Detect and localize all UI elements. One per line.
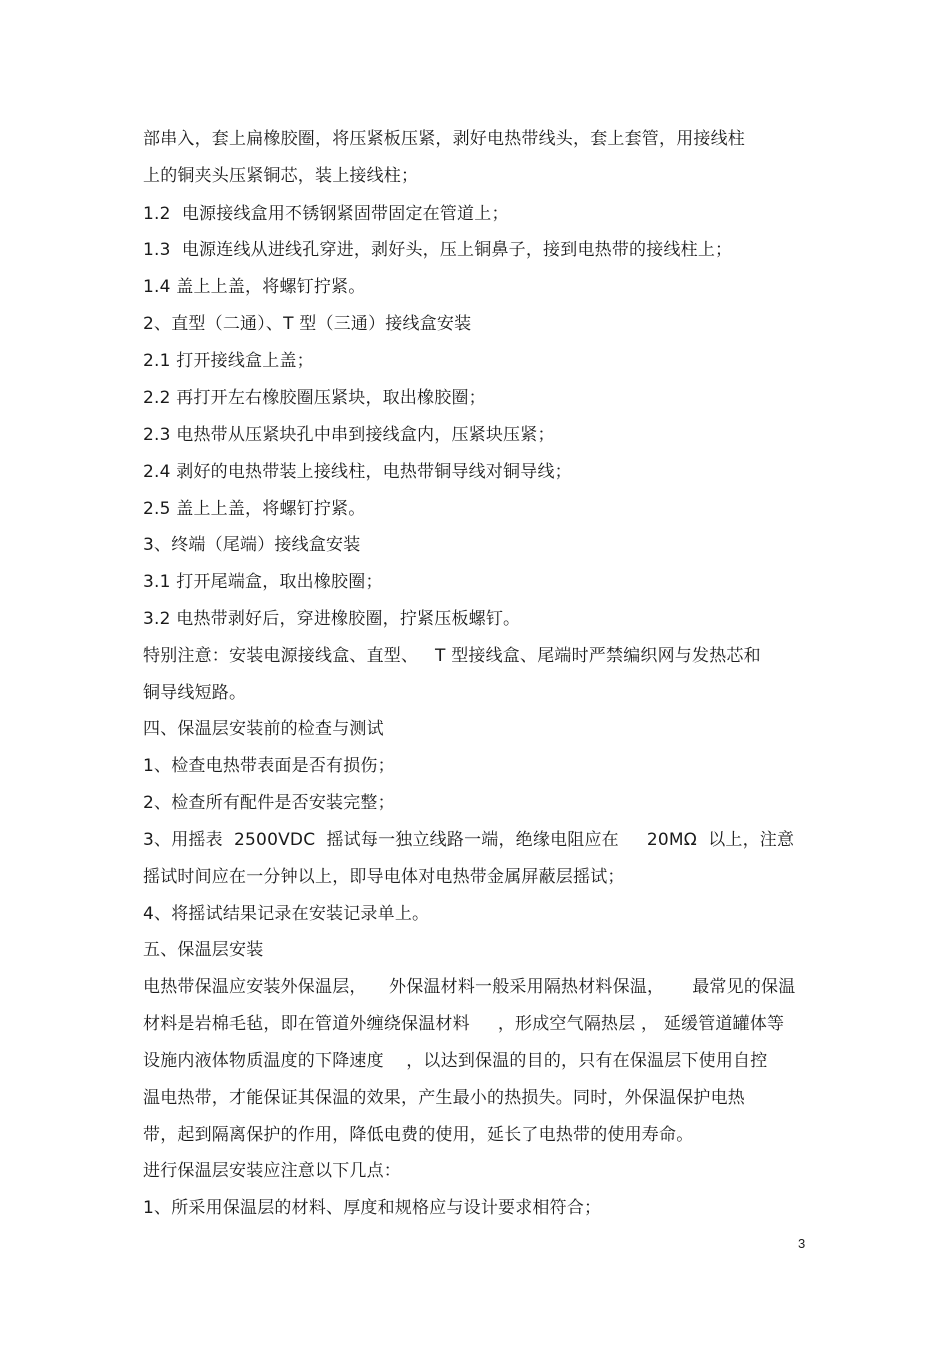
text-line: 1、所采用保温层的材料、厚度和规格应与设计要求相符合； bbox=[143, 1198, 602, 1218]
text-line: 2.3 电热带从压紧块孔中串到接线盒内，压紧块压紧； bbox=[143, 425, 555, 445]
text-line: 1.2 电源接线盒用不锈钢紧固带固定在管道上； bbox=[143, 204, 509, 224]
text-line: 电热带保温应安装外保温层， 外保温材料一般采用隔热材料保温， 最常见的保温 bbox=[143, 977, 796, 997]
text-line: 3.2 电热带剥好后，穿进橡胶圈，拧紧压板螺钉。 bbox=[143, 609, 521, 629]
text-line: 摇试时间应在一分钟以上，即导电体对电热带金属屏蔽层摇试； bbox=[143, 867, 625, 887]
section-heading: 2、直型（二通）、T 型（三通）接线盒安装 bbox=[143, 314, 472, 334]
note-line: 特别注意：安装电源接线盒、直型、 T 型接线盒、尾端时严禁编织网与发热芯和 bbox=[143, 646, 761, 666]
text-line: 3.1 打开尾端盒，取出橡胶圈； bbox=[143, 572, 383, 592]
text-line: 进行保温层安装应注意以下几点： bbox=[143, 1161, 401, 1181]
text-line: 2.4 剥好的电热带装上接线柱，电热带铜导线对铜导线； bbox=[143, 462, 572, 482]
note-line: 铜导线短路。 bbox=[143, 683, 247, 703]
text-line: 3、用摇表 2500VDC 摇试每一独立线路一端，绝缘电阻应在 20MΩ 以上，注意 bbox=[143, 830, 795, 850]
text-line: 2.5 盖上上盖，将螺钉拧紧。 bbox=[143, 499, 366, 519]
section-heading: 四、保温层安装前的检查与测试 bbox=[143, 719, 384, 739]
text-line: 2.1 打开接线盒上盖； bbox=[143, 351, 314, 371]
text-line: 上的铜夹头压紧铜芯，装上接线柱； bbox=[143, 166, 419, 186]
text-line: 带，起到隔离保护的作用，降低电费的使用，延长了电热带的使用寿命。 bbox=[143, 1125, 694, 1145]
text-line: 温电热带，才能保证其保温的效果，产生最小的热损失。同时，外保温保护电热 bbox=[143, 1088, 745, 1108]
text-line: 1.3 电源连线从进线孔穿进，剥好头，压上铜鼻子，接到电热带的接线柱上； bbox=[143, 240, 733, 260]
text-line: 部串入，套上扁橡胶圈，将压紧板压紧，剥好电热带线头，套上套管，用接线柱 bbox=[143, 129, 745, 149]
section-heading: 3、终端（尾端）接线盒安装 bbox=[143, 535, 361, 555]
text-line: 2.2 再打开左右橡胶圈压紧块，取出橡胶圈； bbox=[143, 388, 486, 408]
text-line: 1、检查电热带表面是否有损伤； bbox=[143, 756, 395, 776]
text-line: 1.4 盖上上盖，将螺钉拧紧。 bbox=[143, 277, 366, 297]
text-line: 设施内液体物质温度的下降速度 ，以达到保温的目的，只有在保温层下使用自控 bbox=[143, 1051, 768, 1071]
section-heading: 五、保温层安装 bbox=[143, 940, 264, 960]
page-number: 3 bbox=[798, 1236, 806, 1251]
text-line: 材料是岩棉毛毡，即在管道外缠绕保温材料 ，形成空气隔热层 ， 延缓管道罐体等 bbox=[143, 1014, 785, 1034]
text-line: 2、检查所有配件是否安装完整； bbox=[143, 793, 395, 813]
text-line: 4、将摇试结果记录在安装记录单上。 bbox=[143, 904, 430, 924]
